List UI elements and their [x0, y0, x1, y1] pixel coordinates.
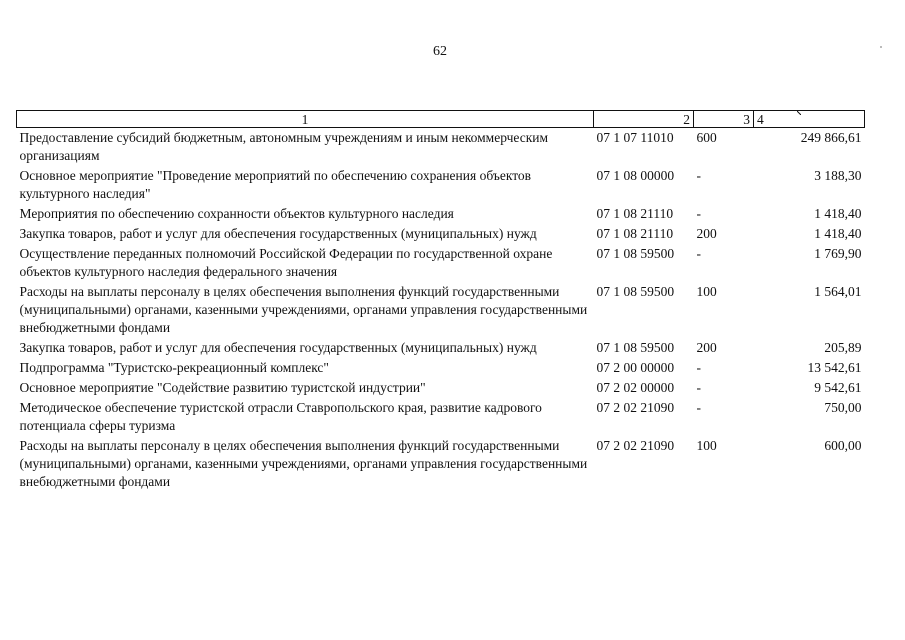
scan-speck	[880, 46, 882, 48]
row-code: 07 1 08 59500	[596, 284, 675, 299]
row-name: Расходы на выплаты персоналу в целях обеспечения выполнения функций государственными (муниципальными) органами, казенными учреждениями, органами управления государственными внебюджетными фондами	[19, 438, 588, 489]
row-expense-type: 200	[696, 340, 717, 355]
row-code: 07 2 02 00000	[596, 380, 675, 395]
row-code: 07 2 00 00000	[596, 360, 675, 375]
row-code: 07 2 02 21090	[596, 400, 675, 415]
row-expense-type: -	[696, 400, 701, 415]
row-sum: 249 866,61	[800, 130, 862, 145]
table-row	[17, 128, 865, 167]
row-name: Мероприятия по обеспечению сохранности объектов культурного наследия	[19, 206, 454, 221]
row-name: Предоставление субсидий бюджетным, автономным учреждениям и иным некоммерческим организациям	[19, 130, 549, 163]
row-sum: 1 418,40	[814, 206, 862, 221]
row-expense-type: -	[696, 246, 701, 261]
page-number: 62	[433, 44, 447, 59]
table-row	[17, 398, 865, 436]
row-name: Расходы на выплаты персоналу в целях обеспечения выполнения функций государственными (муниципальными) органами, казенными учреждениями, органами управления государственными внебюджетными фондами	[19, 284, 588, 335]
column-header-2: 2	[594, 111, 694, 128]
row-expense-type: 200	[696, 226, 717, 241]
row-code: 07 1 07 11010	[596, 130, 674, 145]
row-sum: 13 542,61	[807, 360, 862, 375]
row-expense-type: -	[696, 168, 701, 183]
row-sum: 600,00	[824, 438, 862, 453]
table-row	[17, 224, 865, 244]
row-sum: 9 542,61	[814, 380, 862, 395]
budget-table	[16, 110, 865, 492]
row-name: Методическое обеспечение туристской отрасли Ставропольского края, развитие кадрового потенциала сферы туризма	[19, 400, 542, 433]
row-sum: 205,89	[824, 340, 862, 355]
row-sum: 1 418,40	[814, 226, 862, 241]
row-sum: 1 564,01	[814, 284, 862, 299]
table-row	[17, 358, 865, 378]
row-name: Осуществление переданных полномочий Российской Федерации по государственной охране объектов культурного наследия федерального значения	[19, 246, 553, 279]
row-code: 07 1 08 21110	[596, 206, 674, 221]
column-header-3: 3	[694, 111, 754, 128]
row-expense-type: -	[696, 380, 701, 395]
row-expense-type: 100	[696, 438, 717, 453]
table-row	[17, 244, 865, 282]
row-expense-type: -	[696, 360, 701, 375]
table-row	[17, 204, 865, 224]
row-name: Основное мероприятие "Содействие развитию туристской индустрии"	[19, 380, 426, 395]
row-sum: 3 188,30	[814, 168, 862, 183]
scan-mark	[797, 111, 801, 115]
row-code: 07 1 08 00000	[596, 168, 675, 183]
table-row	[17, 282, 865, 338]
column-header-1: 1	[17, 111, 594, 128]
row-name: Закупка товаров, работ и услуг для обеспечения государственных (муниципальных) нужд	[19, 226, 537, 241]
table-row	[17, 378, 865, 398]
row-name: Подпрограмма "Туристско-рекреационный комплекс"	[19, 360, 329, 375]
row-sum: 1 769,90	[814, 246, 862, 261]
header-row	[17, 111, 865, 128]
row-expense-type: -	[696, 206, 701, 221]
row-sum: 750,00	[824, 400, 862, 415]
row-code: 07 1 08 21110	[596, 226, 674, 241]
row-expense-type: 600	[696, 130, 717, 145]
row-expense-type: 100	[696, 284, 717, 299]
row-name: Основное мероприятие "Проведение мероприятий по обеспечению сохранения объектов культурного наследия"	[19, 168, 532, 201]
table-row	[17, 166, 865, 204]
row-code: 07 1 08 59500	[596, 246, 675, 261]
row-name: Закупка товаров, работ и услуг для обеспечения государственных (муниципальных) нужд	[19, 340, 537, 355]
column-header-4: 4	[754, 111, 865, 128]
table-row	[17, 436, 865, 492]
row-code: 07 2 02 21090	[596, 438, 675, 453]
table-row	[17, 338, 865, 358]
row-code: 07 1 08 59500	[596, 340, 675, 355]
